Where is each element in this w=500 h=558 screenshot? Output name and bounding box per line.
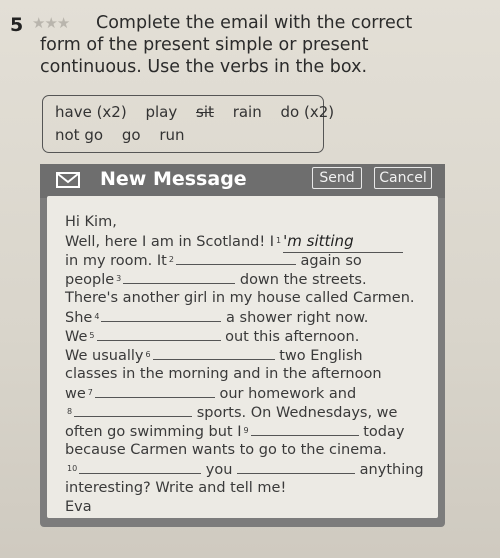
email-line: Hi Kim, [65, 214, 117, 230]
instruction-line: Complete the email with the correct [96, 13, 413, 33]
gap-number: 5 [89, 331, 95, 340]
email-line: classes in the morning and in the afternoon [65, 366, 382, 382]
verb-item: run [159, 126, 185, 144]
gap-number: 7 [87, 388, 93, 397]
gap-number: 1 [276, 236, 282, 245]
verb-item: not go [55, 126, 104, 144]
gap-number: 9 [243, 426, 249, 435]
instruction-line: form of the present simple or present [40, 35, 369, 55]
email-line: interesting? Write and tell me! [65, 480, 287, 496]
verb-item: have (x2) [55, 103, 127, 121]
email-title: New Message [100, 168, 247, 190]
email-window [40, 164, 445, 527]
answer-gap[interactable] [237, 460, 355, 474]
verb-box [42, 95, 335, 153]
answer-gap[interactable] [95, 384, 215, 398]
email-line: because Carmen wants to go to the cinema. [65, 442, 387, 458]
exercise-instruction [40, 12, 460, 78]
verb-item: do (x2) [280, 103, 335, 121]
verb-row [55, 103, 348, 121]
email-line: We usually $^6$ two English [65, 348, 363, 364]
answer-gap[interactable] [97, 327, 221, 341]
verb-item: rain [232, 103, 262, 121]
email-line: She $^4$ a shower right now. [65, 310, 369, 326]
email-text [65, 213, 435, 517]
verb-row [55, 126, 199, 144]
difficulty-stars: ★★★ [32, 14, 70, 32]
gap-number: 2 [168, 255, 174, 264]
answer-gap[interactable] [251, 422, 359, 436]
email-line: in my room. It $^2$ again so [65, 253, 362, 269]
email-header [40, 164, 445, 198]
email-line: We $^5$ out this afternoon. [65, 329, 360, 345]
gap-number: 3 [116, 274, 122, 283]
handwritten-answer: 'm sitting [283, 232, 354, 250]
answer-gap[interactable] [74, 403, 192, 417]
email-line: $^{10}$ you anything [67, 462, 424, 478]
verb-item: play [145, 103, 178, 121]
answer-gap[interactable] [176, 251, 296, 265]
answer-gap[interactable] [79, 460, 201, 474]
verb-item: go [121, 126, 141, 144]
answer-gap[interactable] [101, 308, 221, 322]
gap-number: 4 [94, 312, 100, 321]
email-line: we $^7$ our homework and [65, 386, 357, 402]
email-line: often go swimming but I $^9$ today [65, 424, 405, 440]
instruction-line: continuous. Use the verbs in the box. [40, 57, 368, 77]
answer-gap[interactable] [123, 270, 235, 284]
gap-number: 6 [145, 350, 151, 359]
email-body [47, 196, 438, 518]
email-line: $^8$ sports. On Wednesdays, we [67, 405, 398, 421]
answer-gap[interactable] [153, 346, 275, 360]
email-line: Well, here I am in Scotland! I $^1$ 'm sitting [65, 232, 435, 251]
verb-item-crossed: sit [196, 103, 214, 121]
answer-gap[interactable] [283, 232, 403, 253]
envelope-icon [56, 172, 80, 188]
email-line: people $^3$ down the streets. [65, 272, 367, 288]
email-signature: Eva [65, 499, 92, 515]
gap-number: 8 [67, 407, 73, 416]
email-line: There's another girl in my house called Carmen. [65, 290, 415, 306]
cancel-button[interactable]: Cancel [374, 167, 432, 189]
gap-number: 10 [67, 464, 78, 473]
exercise-number: 5 [10, 14, 24, 36]
send-button[interactable]: Send [312, 167, 362, 189]
